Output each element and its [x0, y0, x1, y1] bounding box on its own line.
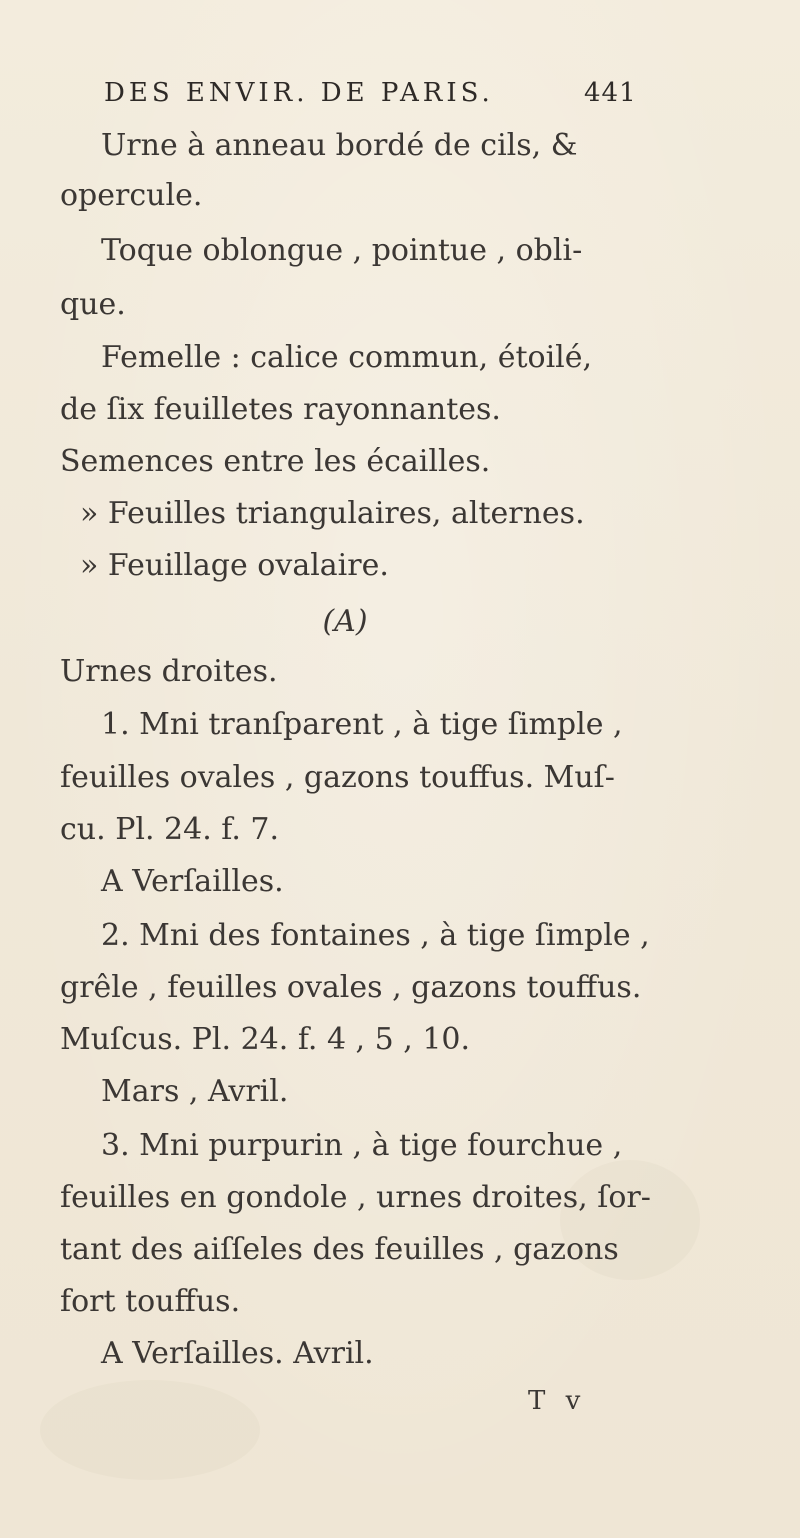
- text-line: Toque oblongue , pointue , obli-: [101, 233, 583, 268]
- text-line: Mars , Avril.: [101, 1074, 289, 1109]
- text-line: 1. Mni tranſparent , à tige ſimple ,: [101, 707, 623, 742]
- text-line: A Verſailles.: [101, 864, 284, 899]
- text-line: tant des aiſſeles des feuilles , gazons: [60, 1232, 619, 1267]
- running-header: [104, 78, 664, 108]
- text-line: Femelle : calice commun, étoilé,: [101, 340, 593, 375]
- text-line: feuilles ovales , gazons touffus. Muſ-: [60, 760, 615, 795]
- text-line: » Feuillage ovalaire.: [80, 548, 389, 583]
- catchword: T v: [528, 1386, 587, 1416]
- text-line: Muſcus. Pl. 24. f. 4 , 5 , 10.: [60, 1022, 471, 1057]
- page-number: 441: [584, 78, 637, 108]
- text-line: feuilles en gondole , urnes droites, ſor-: [60, 1180, 651, 1215]
- text-line: de ſix feuilletes rayonnantes.: [60, 392, 501, 427]
- running-title: DES ENVIR. DE PARIS.: [104, 78, 494, 108]
- text-line: Semences entre les écailles.: [60, 444, 491, 479]
- text-line: » Feuilles triangulaires, alternes.: [80, 496, 585, 531]
- text-line: grêle , feuilles ovales , gazons touffus.: [60, 970, 642, 1005]
- text-line: cu. Pl. 24. f. 7.: [60, 812, 280, 847]
- text-line: 2. Mni des fontaines , à tige ſimple ,: [101, 918, 650, 953]
- text-line: que.: [60, 287, 126, 322]
- paper-stain: [40, 1380, 260, 1480]
- text-line: A Verſailles. Avril.: [101, 1336, 374, 1371]
- text-line: fort touffus.: [60, 1284, 241, 1319]
- section-marker: (A): [322, 604, 368, 639]
- text-line: 3. Mni purpurin , à tige fourchue ,: [101, 1128, 623, 1163]
- text-line: Urne à anneau bordé de cils, &: [101, 128, 578, 163]
- text-line: opercule.: [60, 178, 203, 213]
- section-heading: Urnes droites.: [60, 654, 278, 689]
